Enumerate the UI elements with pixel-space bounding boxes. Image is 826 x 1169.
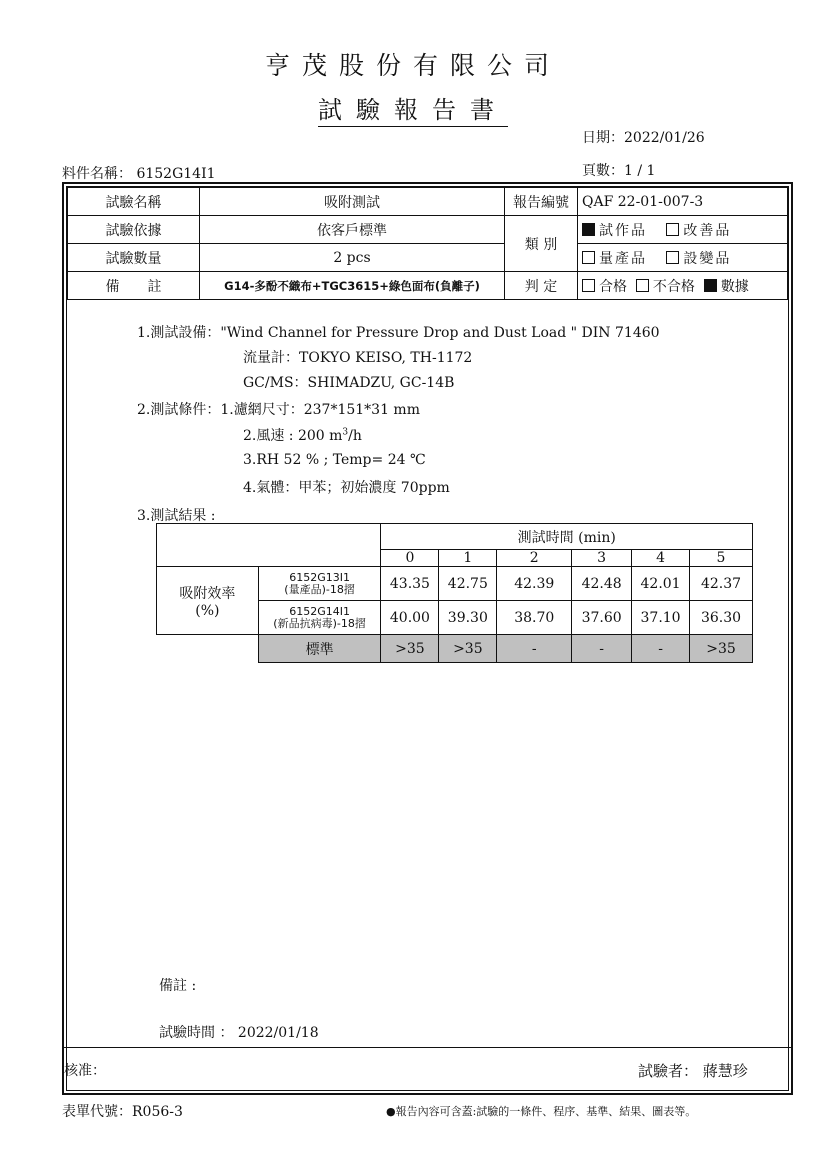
data-cell: 40.00	[381, 601, 439, 635]
checkbox-improved	[666, 223, 679, 236]
approval-divider	[64, 1047, 791, 1048]
form-code	[62, 1101, 183, 1121]
judge-fail: 不合格	[652, 278, 695, 295]
remark-value: G14-多酚不織布+TGC3615+綠色面布(負離子)	[200, 272, 505, 300]
part-name-label: 料件名稱：	[62, 166, 132, 182]
standard-cell: -	[632, 635, 690, 663]
standard-blank	[157, 635, 259, 663]
results-table	[156, 523, 753, 663]
report-date	[582, 127, 705, 147]
data-cell: 37.60	[572, 601, 632, 635]
report-title	[0, 90, 826, 125]
wind-suffix: /h	[348, 428, 362, 444]
standard-cell: -	[572, 635, 632, 663]
data-cell: 42.37	[690, 567, 753, 601]
series-1-line2: (量產品)-18摺	[284, 582, 355, 596]
date-label: 日期：	[582, 130, 624, 146]
wind-sup: 3	[342, 427, 349, 438]
form-code-label: 表單代號：	[62, 1104, 132, 1120]
judge-label: 判 定	[505, 272, 578, 300]
efficiency-unit: (%)	[195, 602, 220, 619]
series-1-name	[258, 567, 381, 601]
data-cell: 39.30	[439, 601, 497, 635]
category-trial: 試作品	[599, 222, 647, 239]
header-row-basis	[68, 216, 788, 244]
report-header-table	[67, 187, 788, 300]
data-cell: 43.35	[381, 567, 439, 601]
results-corner	[157, 524, 381, 567]
series-row-1	[157, 567, 753, 601]
header-row-remark	[68, 272, 788, 300]
part-name-value: 6152G14I1	[136, 166, 216, 182]
header-row-test-name	[68, 188, 788, 216]
equipment-line-1	[137, 322, 660, 342]
part-name	[62, 163, 216, 183]
series-2-line2: (新品抗病毒)-18摺	[273, 616, 366, 630]
judge-pass: 合格	[599, 278, 627, 295]
report-no-label: 報告編號	[505, 188, 578, 216]
efficiency-label: 吸附效率	[179, 585, 236, 602]
data-cell: 37.10	[632, 601, 690, 635]
conditions-wind	[243, 425, 362, 445]
checkbox-change	[666, 251, 679, 264]
data-cell: 42.75	[439, 567, 497, 601]
test-name-label: 試驗名稱	[68, 188, 200, 216]
data-cell: 42.01	[632, 567, 690, 601]
company-name: 亨茂股份有限公司	[264, 51, 561, 80]
judge-options	[578, 272, 788, 300]
pages-label: 頁數：	[582, 163, 624, 179]
header-row-qty	[68, 244, 788, 272]
test-time-label: 試驗時間 ：	[159, 1025, 234, 1041]
category-change: 設變品	[683, 250, 732, 267]
report-title-text: 試驗報告書	[318, 96, 508, 127]
wind-prefix: 2.風速 : 200 m	[243, 428, 343, 444]
data-cell: 36.30	[690, 601, 753, 635]
standard-cell: >35	[381, 635, 439, 663]
approval-label: 核准：	[64, 1063, 106, 1079]
remark-label: 備 註	[68, 272, 200, 300]
checkbox-trial-checked	[582, 223, 595, 236]
time-cell: 5	[690, 550, 753, 567]
data-cell: 38.70	[497, 601, 572, 635]
time-header: 測試時間 (min)	[381, 524, 753, 550]
qty-label: 試驗數量	[68, 244, 200, 272]
conditions-label: 2.測試條件：	[137, 402, 221, 418]
standard-cell: >35	[690, 635, 753, 663]
test-time-value: 2022/01/18	[237, 1025, 319, 1041]
checkbox-data-checked	[704, 279, 717, 292]
standard-label: 標準	[258, 635, 381, 663]
form-code-value: R056-3	[132, 1104, 183, 1120]
tester	[638, 1060, 748, 1081]
time-cell: 4	[632, 550, 690, 567]
pages-value: 1 / 1	[624, 163, 656, 179]
equipment-line-3: GC/MS：SHIMADZU, GC-14B	[243, 375, 455, 391]
checkbox-pass	[582, 279, 595, 292]
page-count	[582, 160, 655, 180]
basis-value: 依客戶標準	[200, 216, 505, 244]
conditions-rh: 3.RH 52 % ; Temp= 24 ℃	[243, 452, 426, 468]
category-label: 類 別	[505, 216, 578, 272]
results-header-row	[157, 524, 753, 550]
basis-label: 試驗依據	[68, 216, 200, 244]
test-name-value: 吸附測試	[200, 188, 505, 216]
tester-label: 試驗者：	[638, 1062, 699, 1080]
judge-data: 數據	[720, 278, 749, 295]
results-label: 3.測試結果 :	[137, 508, 216, 524]
data-cell: 42.39	[497, 567, 572, 601]
category-row-2	[578, 244, 788, 272]
standard-cell: -	[497, 635, 572, 663]
checkbox-fail	[636, 279, 649, 292]
time-cell: 3	[572, 550, 632, 567]
tester-name: 蔣慧珍	[702, 1062, 748, 1080]
category-mass: 量產品	[599, 250, 647, 267]
footnote: ●報告內容可含蓋:試驗的一條件、程序、基準、結果、圖表等。	[386, 1105, 697, 1118]
checkbox-mass	[582, 251, 595, 264]
date-value: 2022/01/26	[624, 130, 705, 146]
equipment-line-1-text: "Wind Channel for Pressure Drop and Dust Load " DIN 71460	[220, 325, 660, 341]
equipment-label: 1.測試設備：	[137, 325, 221, 341]
standard-cell: >35	[439, 635, 497, 663]
report-no-value: QAF 22-01-007-3	[578, 188, 788, 216]
time-cell: 0	[381, 550, 439, 567]
series-2-name	[258, 601, 381, 635]
time-cell: 1	[439, 550, 497, 567]
efficiency-label-cell	[157, 567, 259, 635]
conditions-filter: 1.濾網尺寸：237*151*31 mm	[220, 402, 420, 418]
qty-value: 2 pcs	[200, 244, 505, 272]
time-cell: 2	[497, 550, 572, 567]
series-1-line1: 6152G13I1	[289, 570, 350, 584]
equipment-line-2: 流量計：TOKYO KEISO, TH-1172	[243, 350, 473, 366]
test-time	[159, 1022, 319, 1042]
series-2-line1: 6152G14I1	[289, 604, 350, 618]
conditions-gas: 4.氣體：甲苯；初始濃度 70ppm	[243, 480, 450, 496]
remarks-label: 備註 :	[159, 978, 197, 994]
standard-row	[157, 635, 753, 663]
category-improved: 改善品	[683, 222, 732, 239]
conditions-line-1	[137, 399, 420, 419]
category-row-1	[578, 216, 788, 244]
data-cell: 42.48	[572, 567, 632, 601]
